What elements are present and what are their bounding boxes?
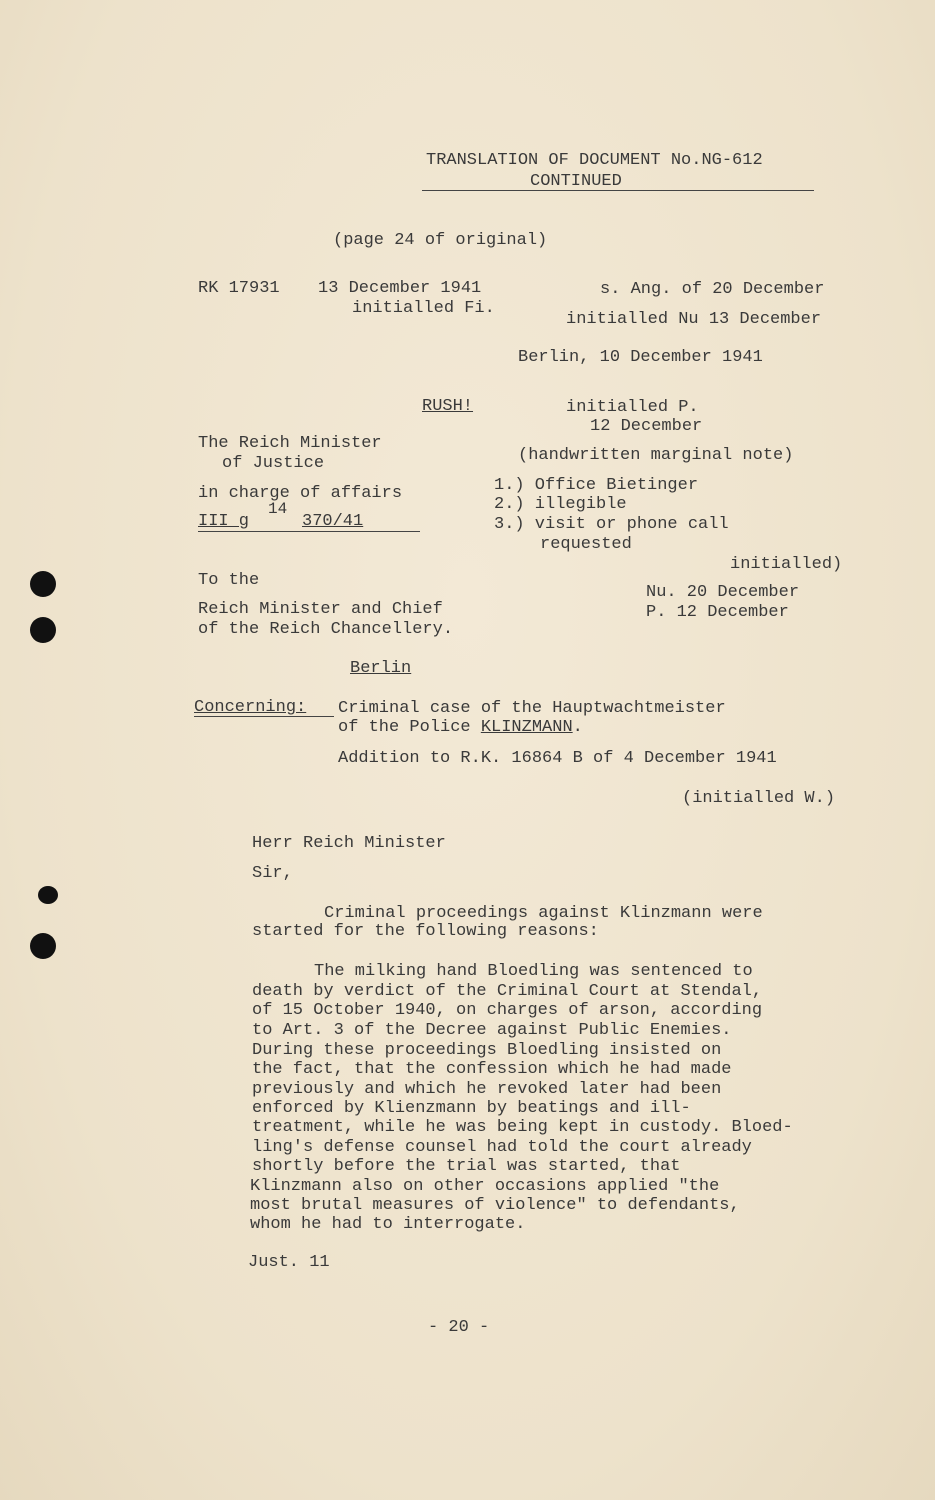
para2-line: During these proceedings Bloedling insisted on — [252, 1041, 722, 1060]
sender-line3: in charge of affairs — [198, 484, 403, 503]
punch-hole — [30, 617, 56, 643]
para2-line: Klinzmann also on other occasions applied "the — [250, 1177, 720, 1196]
salutation-line1: Herr Reich Minister — [252, 834, 446, 853]
concerning-text1: Criminal case of the Hauptwachtmeister — [338, 699, 726, 718]
sender-ref-num: 370/41 — [302, 512, 364, 531]
marginal-initialled: initialled) — [730, 555, 843, 574]
para2-line: of 15 October 1940, on charges of arson, according — [252, 1001, 763, 1020]
initialled-p: initialled P. — [566, 398, 699, 417]
para1-line: Criminal proceedings against Klinzmann were — [324, 904, 763, 923]
ang-initialled: initialled Nu 13 December — [566, 310, 822, 329]
sender-ref-sup: 14 — [268, 500, 288, 518]
klinzmann-name: KLINZMANN — [480, 718, 573, 737]
page-number: - 20 - — [428, 1318, 490, 1337]
para1-line: started for the following reasons: — [252, 922, 599, 941]
initialled-p-date: 12 December — [590, 417, 703, 436]
concerning-label: Concerning: — [194, 698, 307, 717]
para2-line: ling's defense counsel had told the court already — [252, 1138, 752, 1157]
salutation-line2: Sir, — [252, 864, 293, 883]
place-date: Berlin, 10 December 1941 — [518, 348, 763, 367]
para2-line: death by verdict of the Criminal Court at Stendal, — [252, 982, 763, 1001]
para2-line: the fact, that the confession which he had made — [252, 1060, 732, 1079]
rk-date: 13 December 1941 — [318, 279, 482, 298]
marginal-p: P. 12 December — [646, 603, 789, 622]
addressee-line2: of the Reich Chancellery. — [198, 620, 454, 639]
page-reference: (page 24 of original) — [333, 231, 548, 250]
header-rule — [422, 190, 814, 191]
ang-line: s. Ang. of 20 December — [600, 280, 825, 299]
concerning-text2-prefix: of the Police — [338, 718, 481, 737]
concerning-text2-suffix: . — [572, 718, 583, 737]
concerning-rule — [194, 716, 334, 717]
marginal-item-2: 2.) illegible — [494, 495, 627, 514]
para2-line: treatment, while he was being kept in custody. Bloed- — [252, 1118, 793, 1137]
punch-hole — [30, 933, 56, 959]
addressee-city: Berlin — [350, 659, 412, 678]
para2-line: The milking hand Bloedling was sentenced to — [314, 962, 753, 981]
sender-line1: The Reich Minister — [198, 434, 382, 453]
para2-line: whom he had to interrogate. — [250, 1215, 526, 1234]
footer-reference: Just. 11 — [248, 1253, 330, 1272]
rk-number: RK 17931 — [198, 279, 280, 298]
sender-ref-rule — [198, 531, 420, 532]
para2-line: most brutal measures of violence" to defendants, — [250, 1196, 740, 1215]
punch-hole — [30, 571, 56, 597]
concerning-initialled: (initialled W.) — [682, 789, 836, 808]
rk-initialled: initialled Fi. — [352, 299, 495, 318]
punch-hole — [38, 886, 58, 904]
continued-label: CONTINUED — [530, 172, 622, 191]
concerning-text2 — [338, 718, 583, 737]
marginal-item-3b: requested — [540, 535, 632, 554]
para2-line: to Art. 3 of the Decree against Public Enemies. — [252, 1021, 732, 1040]
marginal-title: (handwritten marginal note) — [518, 446, 794, 465]
addressee-line1: Reich Minister and Chief — [198, 600, 443, 619]
concerning-addition: Addition to R.K. 16864 B of 4 December 1941 — [338, 749, 777, 768]
rush-stamp: RUSH! — [422, 397, 474, 416]
marginal-item-1: 1.) Office Bietinger — [494, 476, 699, 495]
para2-line: previously and which he revoked later had been — [252, 1080, 722, 1099]
sender-ref-prefix: III g — [198, 512, 250, 531]
para2-line: shortly before the trial was started, that — [252, 1157, 681, 1176]
para2-line: enforced by Klienzmann by beatings and ill- — [252, 1099, 691, 1118]
addressee-to: To the — [198, 571, 260, 590]
translation-header: TRANSLATION OF DOCUMENT No.NG-612 — [426, 151, 763, 170]
sender-line2: of Justice — [222, 454, 325, 473]
marginal-item-3: 3.) visit or phone call — [494, 515, 729, 534]
marginal-nu: Nu. 20 December — [646, 583, 800, 602]
